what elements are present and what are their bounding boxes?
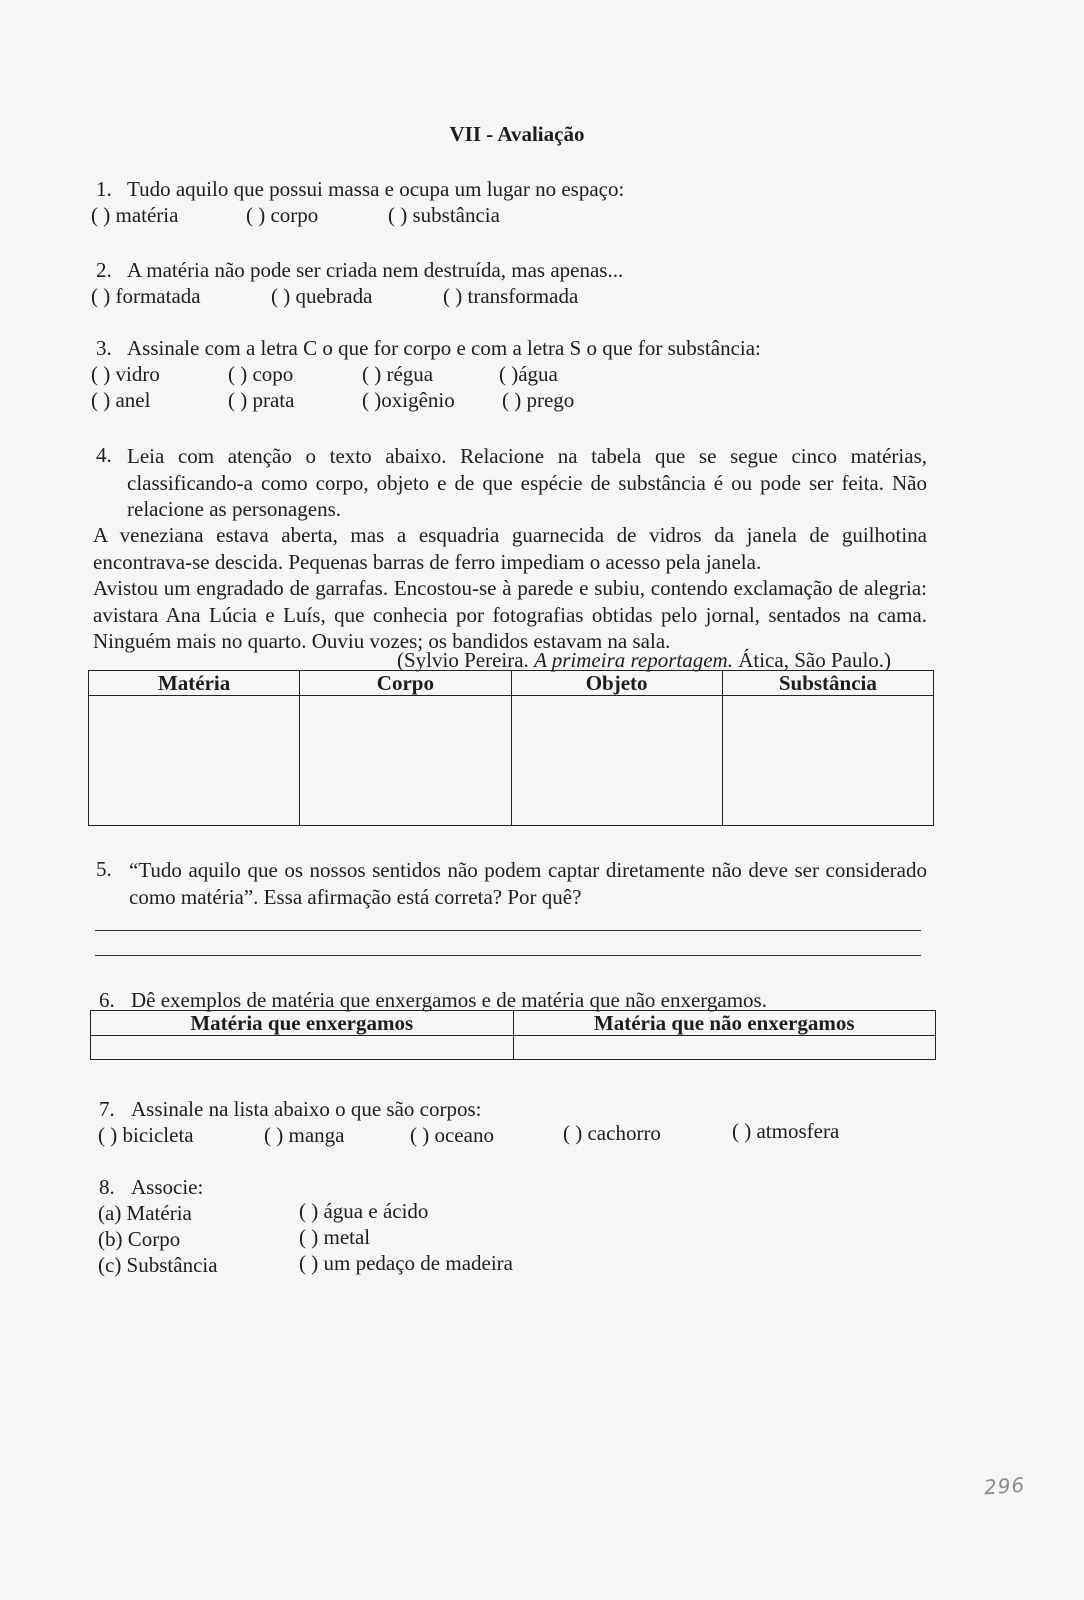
match-agua-acido[interactable]: ( ) água e ácido [299,1199,429,1223]
option-materia[interactable]: ( ) matéria [91,203,179,227]
answer-cell[interactable] [722,696,933,826]
answer-line[interactable] [95,930,921,931]
option-quebrada[interactable]: ( ) quebrada [271,284,373,308]
header-objeto: Objeto [511,671,722,696]
match-madeira[interactable]: ( ) um pedaço de madeira [299,1251,513,1275]
option-copo[interactable]: ( ) copo [228,362,294,386]
page-title: VII - Avaliação [449,122,585,146]
question-text: Assinale com a letra C o que for corpo e com a letra S o que for substância: [127,336,761,360]
citation-author: (Sylvio Pereira. [397,648,529,672]
question-number: 3. [96,336,112,360]
header-invisible: Matéria que não enxergamos [513,1011,936,1036]
question-text: Assinale na lista abaixo o que são corpos: [131,1097,482,1121]
question-text: Dê exemplos de matéria que enxergamos e de matéria que não enxergamos. [131,988,767,1012]
option-cachorro[interactable]: ( ) cachorro [563,1121,661,1145]
answer-cell[interactable] [511,696,722,826]
page-number: 296 [983,1472,1026,1500]
option-formatada[interactable]: ( ) formatada [91,284,201,308]
passage-paragraph: A veneziana estava aberta, mas a esquadria guarnecida de vidros da janela de guilhotina encontrava-se descida. Pequenas barras de ferro impediam o acesso pela janela. [93,523,927,574]
option-corpo[interactable]: ( ) corpo [246,203,319,227]
option-substancia[interactable]: ( ) substância [388,203,500,227]
question-text: Leia com atenção o texto abaixo. Relacione na tabela que se segue cinco matérias, classificando-a como corpo, objeto e de que espécie de substância é ou pode ser feita. Não relacione as personagens. [127,444,927,521]
answer-cell[interactable] [91,1036,514,1060]
header-substancia: Substância [722,671,933,696]
question-text: Tudo aquilo que possui massa e ocupa um lugar no espaço: [127,177,625,201]
question-number: 1. [96,177,112,201]
header-materia: Matéria [89,671,300,696]
option-prego[interactable]: ( ) prego [502,388,575,412]
option-anel[interactable]: ( ) anel [91,388,151,412]
answer-line[interactable] [95,955,921,956]
answer-cell[interactable] [513,1036,936,1060]
question-number: 2. [96,258,112,282]
header-corpo: Corpo [300,671,511,696]
question-text: Associe: [131,1175,204,1199]
citation-rest: Ática, São Paulo.) [738,648,892,672]
passage-paragraph: Avistou um engradado de garrafas. Encostou-se à parede e subiu, contendo exclamação de alegria: avistara Ana Lúcia e Luís, que conhecia por fotografias obtidas pelo jornal, sentados na cama. Ninguém mais no quarto. Ouviu vozes; os bandidos estavam na sala. [93,576,927,653]
option-oceano[interactable]: ( ) oceano [410,1123,494,1147]
question-text: A matéria não pode ser criada nem destruída, mas apenas... [127,258,624,282]
option-oxigenio[interactable]: ( )oxigênio [362,388,455,412]
question-number: 6. [99,988,115,1012]
option-agua[interactable]: ( )água [499,362,558,386]
option-bicicleta[interactable]: ( ) bicicleta [98,1123,194,1147]
visible-matter-table [90,1010,936,1060]
question-number: 4. [96,443,112,467]
question-text: “Tudo aquilo que os nossos sentidos não podem captar diretamente não deve ser considerado como matéria”. Essa afirmação está correta? Por quê? [129,858,927,909]
answer-cell[interactable] [89,696,300,826]
option-transformada[interactable]: ( ) transformada [443,284,579,308]
answer-cell[interactable] [300,696,511,826]
option-vidro[interactable]: ( ) vidro [91,362,160,386]
term-corpo: (b) Corpo [98,1227,181,1251]
option-manga[interactable]: ( ) manga [264,1123,345,1147]
match-metal[interactable]: ( ) metal [299,1225,371,1249]
option-prata[interactable]: ( ) prata [228,388,295,412]
term-materia: (a) Matéria [98,1201,192,1225]
option-atmosfera[interactable]: ( ) atmosfera [732,1119,840,1143]
option-regua[interactable]: ( ) régua [362,362,434,386]
question-number: 7. [99,1097,115,1121]
question-number: 5. [96,857,112,881]
citation-title: A primeira reportagem. [534,648,733,672]
term-substancia: (c) Substância [98,1253,218,1277]
header-visible: Matéria que enxergamos [91,1011,514,1036]
materia-table [88,670,934,826]
question-number: 8. [99,1175,115,1199]
